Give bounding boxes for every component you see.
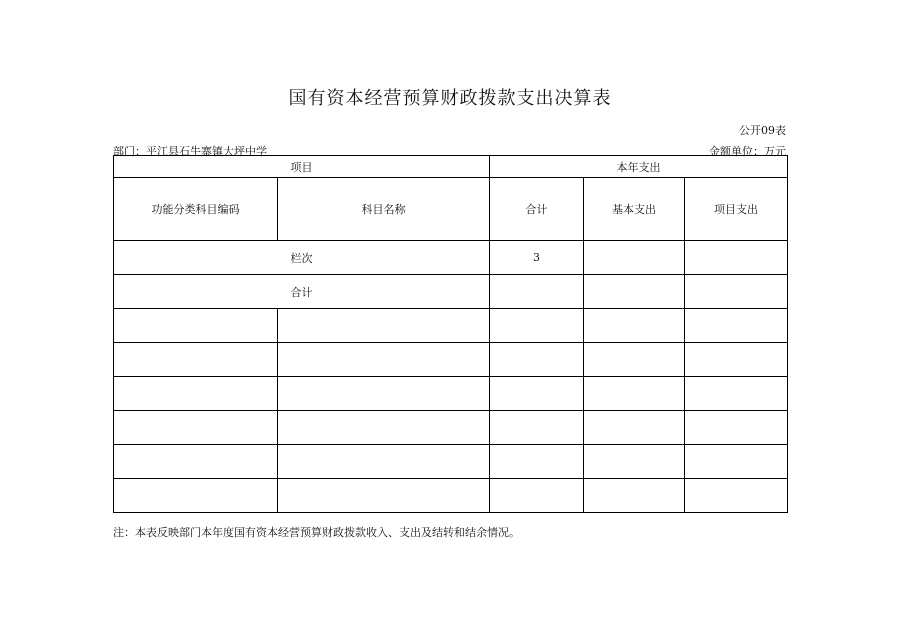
cell-code <box>114 309 278 343</box>
cell-basic <box>584 445 685 479</box>
cell-total <box>490 309 584 343</box>
cell-project <box>685 377 788 411</box>
header-function-code: 功能分类科目编码 <box>114 178 278 241</box>
header-basic-expenditure: 基本支出 <box>584 178 685 241</box>
cell-basic <box>584 309 685 343</box>
cell-code <box>114 377 278 411</box>
column-number-label: 栏次 <box>114 241 490 275</box>
cell-basic <box>584 343 685 377</box>
cell-code <box>114 343 278 377</box>
cell-project <box>685 445 788 479</box>
cell-total <box>490 377 584 411</box>
cell-total <box>490 343 584 377</box>
table-row <box>114 377 788 411</box>
footnote: 注：本表反映部门本年度国有资本经营预算财政拨款收入、支出及结转和结余情况。 <box>113 526 520 539</box>
form-number: 公开09表 <box>739 124 786 137</box>
sum-project <box>685 275 788 309</box>
cell-name <box>278 309 490 343</box>
table-row <box>114 309 788 343</box>
column-number-project <box>685 241 788 275</box>
header-current-year-expenditure: 本年支出 <box>490 156 788 178</box>
header-row-columns <box>114 178 788 241</box>
header-row-group <box>114 156 788 178</box>
cell-name <box>278 411 490 445</box>
table-row <box>114 479 788 513</box>
cell-code <box>114 479 278 513</box>
cell-name <box>278 343 490 377</box>
table-row <box>114 343 788 377</box>
header-project-expenditure: 项目支出 <box>685 178 788 241</box>
header-item: 项目 <box>114 156 490 178</box>
column-number-basic <box>584 241 685 275</box>
cell-basic <box>584 479 685 513</box>
table-row <box>114 411 788 445</box>
cell-project <box>685 309 788 343</box>
sum-label: 合计 <box>114 275 490 309</box>
cell-total <box>490 445 584 479</box>
sum-basic <box>584 275 685 309</box>
sum-total <box>490 275 584 309</box>
cell-name <box>278 377 490 411</box>
column-number-row <box>114 241 788 275</box>
header-total: 合计 <box>490 178 584 241</box>
table-row <box>114 445 788 479</box>
cell-code <box>114 411 278 445</box>
cell-name <box>278 479 490 513</box>
report-title: 国有资本经营预算财政拨款支出决算表 <box>288 88 612 109</box>
department-label: 部门：平江县石牛寨镇大坪中学 <box>113 145 267 158</box>
column-number-total: 3 <box>490 241 584 275</box>
cell-project <box>685 343 788 377</box>
cell-basic <box>584 377 685 411</box>
sum-row <box>114 275 788 309</box>
cell-project <box>685 411 788 445</box>
cell-name <box>278 445 490 479</box>
cell-code <box>114 445 278 479</box>
cell-total <box>490 411 584 445</box>
cell-basic <box>584 411 685 445</box>
header-subject-name: 科目名称 <box>278 178 490 241</box>
cell-total <box>490 479 584 513</box>
expenditure-table <box>113 155 788 513</box>
cell-project <box>685 479 788 513</box>
amount-unit-label: 金额单位：万元 <box>709 145 786 158</box>
